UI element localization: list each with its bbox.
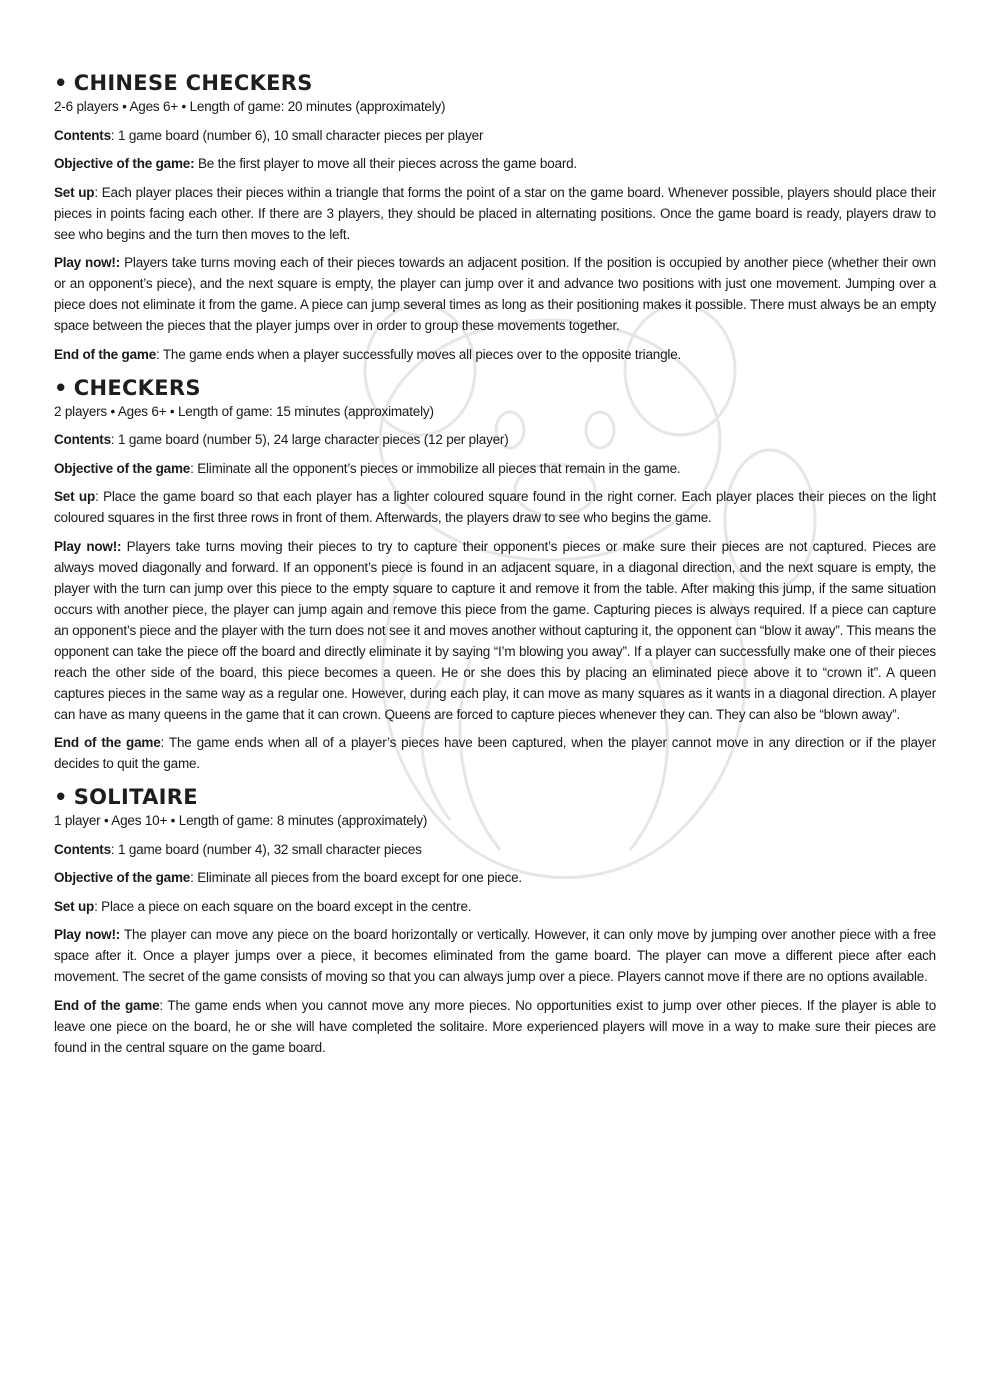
game-meta: 2-6 players • Ages 6+ • Length of game: 20 minutes (approximately)	[54, 99, 446, 114]
objective-text: : Eliminate all the opponent’s pieces or immobilize all pieces that remain in the game.	[190, 460, 681, 476]
objective-paragraph	[54, 458, 936, 479]
end-text: : The game ends when a player successfully moves all pieces over to the opposite triangle.	[156, 346, 682, 362]
end-paragraph	[54, 995, 936, 1058]
contents-paragraph	[54, 125, 936, 146]
end-text: : The game ends when all of a player’s pieces have been captured, when the player cannot move in any direction or if the player decides to quit the game.	[54, 735, 936, 771]
objective-paragraph	[54, 153, 936, 174]
play-text: The player can move any piece on the board horizontally or vertically. However, it can only move by jumping over another piece with a free space after it. Once a player jumps over a piece, it becomes eliminated from the game board. The player can move a different piece after each movement. The secret of the game consists of moving so that you can always jump over a piece. Players cannot move if there are no options available.	[54, 927, 936, 984]
game-meta: 2 players • Ages 6+ • Length of game: 15 minutes (approximately)	[54, 403, 434, 419]
contents-text: : 1 game board (number 4), 32 small character pieces	[110, 841, 422, 857]
setup-label: Set up	[54, 184, 95, 200]
play-label: Play now!:	[54, 255, 121, 270]
contents-paragraph	[54, 429, 936, 450]
section-title	[54, 375, 936, 401]
play-paragraph	[54, 252, 936, 336]
end-label: End of the game	[54, 346, 157, 362]
contents-paragraph	[54, 839, 936, 860]
setup-paragraph	[54, 896, 936, 917]
rules-document	[54, 70, 936, 1065]
section-title-text: SOLITAIRE	[73, 785, 198, 809]
end-label: End of the game	[54, 997, 160, 1013]
contents-label: Contents	[54, 127, 111, 143]
play-paragraph	[54, 536, 936, 725]
setup-label: Set up	[54, 898, 95, 914]
contents-label: Contents	[54, 841, 111, 857]
setup-text: : Place a piece on each square on the board except in the centre.	[94, 898, 472, 914]
play-text: Players take turns moving each of their pieces towards an adjacent position. If the position is occupied by another piece (whether their own or an opponent’s piece), and the next square is empty, the player can jump over it and advance two positions with just one movement. Jumping over a piece does not eliminate it from the game. A piece can jump several times as long as their positioning makes it possible. There must always be an empty space between the pieces that the player jumps over in order to group these movements together.	[54, 255, 936, 333]
section-title	[54, 70, 936, 96]
bullet: •	[54, 785, 68, 809]
section-checkers	[54, 375, 936, 775]
setup-label: Set up	[54, 489, 96, 504]
end-paragraph	[54, 732, 936, 774]
contents-text: : 1 game board (number 6), 10 small character pieces per player	[110, 127, 484, 143]
game-meta: 1 player • Ages 10+ • Length of game: 8 minutes (approximately)	[54, 813, 428, 828]
end-text: : The game ends when you cannot move any more pieces. No opportunities exist to jump over other pieces. If the player is able to leave one piece on the board, he or she will have completed the solitaire. More experienced players will move in a way to make sure their pieces are found in the central square on the game board.	[54, 997, 936, 1055]
contents-text: : 1 game board (number 5), 24 large character pieces (12 per player)	[110, 432, 509, 447]
contents-label: Contents	[54, 432, 111, 447]
section-solitaire	[54, 784, 936, 1058]
play-label: Play now!:	[54, 927, 121, 942]
bullet: •	[54, 71, 68, 95]
objective-label: Objective of the game:	[54, 156, 195, 171]
objective-label: Objective of the game	[54, 870, 191, 885]
section-title-text: CHECKERS	[73, 375, 201, 400]
section-chinese-checkers	[54, 70, 936, 365]
play-paragraph	[54, 924, 936, 987]
end-label: End of the game	[54, 735, 161, 750]
section-title-text: CHINESE CHECKERS	[73, 71, 313, 95]
objective-text: : Eliminate all pieces from the board except for one piece.	[190, 870, 522, 885]
objective-paragraph	[54, 867, 936, 888]
play-label: Play now!:	[54, 538, 122, 554]
section-title	[54, 784, 936, 810]
setup-paragraph	[54, 182, 936, 245]
setup-text: : Each player places their pieces within a triangle that forms the point of a star on the game board. Whenever possible, players should place their pieces in points facing each other. If there are 3 players, they should be placed in alternating positions. Once the game board is ready, players draw to see who begins and the turn then moves to the left.	[54, 184, 936, 242]
setup-text: : Place the game board so that each player has a lighter coloured square found in the right corner. Each player places their pieces on the light coloured squares in the first three rows in front of them. Afterwards, the players draw to see who begins the game.	[54, 489, 936, 525]
objective-text: Be the first player to move all their pieces across the game board.	[194, 156, 577, 171]
end-paragraph	[54, 344, 936, 365]
play-text: Players take turns moving their pieces to try to capture their opponent’s pieces or make sure their pieces are not captured. Pieces are always moved diagonally and forward. If an opponent’s piece is found in an adjacent square, in a diagonal direction, and the next square is empty, the player with the turn can jump over this piece to the empty square to capture it and remove it from the table. After making this jump, if the same situation occurs with another piece, the player can jump again and remove this piece from the game. Capturing pieces is always required. If a piece can capture an opponent’s piece and the player with the turn does not see it and moves another without capturing it, the opponent can “blow it away”. This means the opponent can take the piece off the board and directly eliminate it by saying “I’m blowing you away”. If a player can successfully make one of their pieces reach the other side of the board, this piece becomes a queen. He or she does this by placing an eliminated piece above it to “crown it”. A queen captures pieces in the same way as a regular one. However, during each play, it can move as many squares as it wants in a diagonal direction. A player can have as many queens in the game that it can crown. Queens are forced to capture pieces whenever they can. They can also be “blown away”.	[54, 538, 936, 722]
setup-paragraph	[54, 486, 936, 528]
bullet: •	[54, 375, 68, 400]
objective-label: Objective of the game	[54, 460, 191, 476]
